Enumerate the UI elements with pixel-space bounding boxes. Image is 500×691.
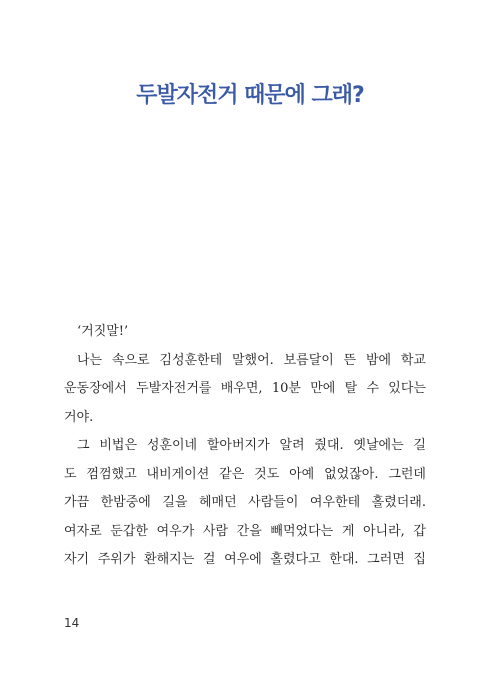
paragraph-line: 거야. — [64, 409, 94, 425]
paragraph-line: 도 껌껌했고 내비게이션 같은 것도 아예 없었잖아. 그런데 — [64, 466, 426, 482]
paragraph-line: 나는 속으로 김성훈한테 말했어. 보름달이 뜬 밤에 학교 — [77, 352, 426, 368]
paragraph-line: 그 비법은 성훈이네 할아버지가 알려 줬대. 옛날에는 길 — [77, 438, 426, 453]
page-number: 14 — [64, 616, 80, 630]
paragraph-line: 가끔 한밤중에 길을 헤매던 사람들이 여우한테 홀렸더래. — [64, 495, 426, 510]
paragraph-line: 여자로 둔갑한 여우가 사람 간을 빼먹었다는 게 아니라, 갑 — [64, 523, 426, 539]
paragraph-line: 운동장에서 두발자전거를 배우면, 10분 만에 탈 수 있다는 — [64, 381, 426, 396]
body-text — [64, 318, 426, 575]
chapter-title: 두발자전거 때문에 그래? — [136, 83, 364, 108]
paragraph-line: 자기 주위가 환해지는 걸 여우에 홀렸다고 한대. 그러면 집 — [64, 552, 426, 567]
paragraph-line: ‘거짓말!’ — [77, 324, 129, 339]
